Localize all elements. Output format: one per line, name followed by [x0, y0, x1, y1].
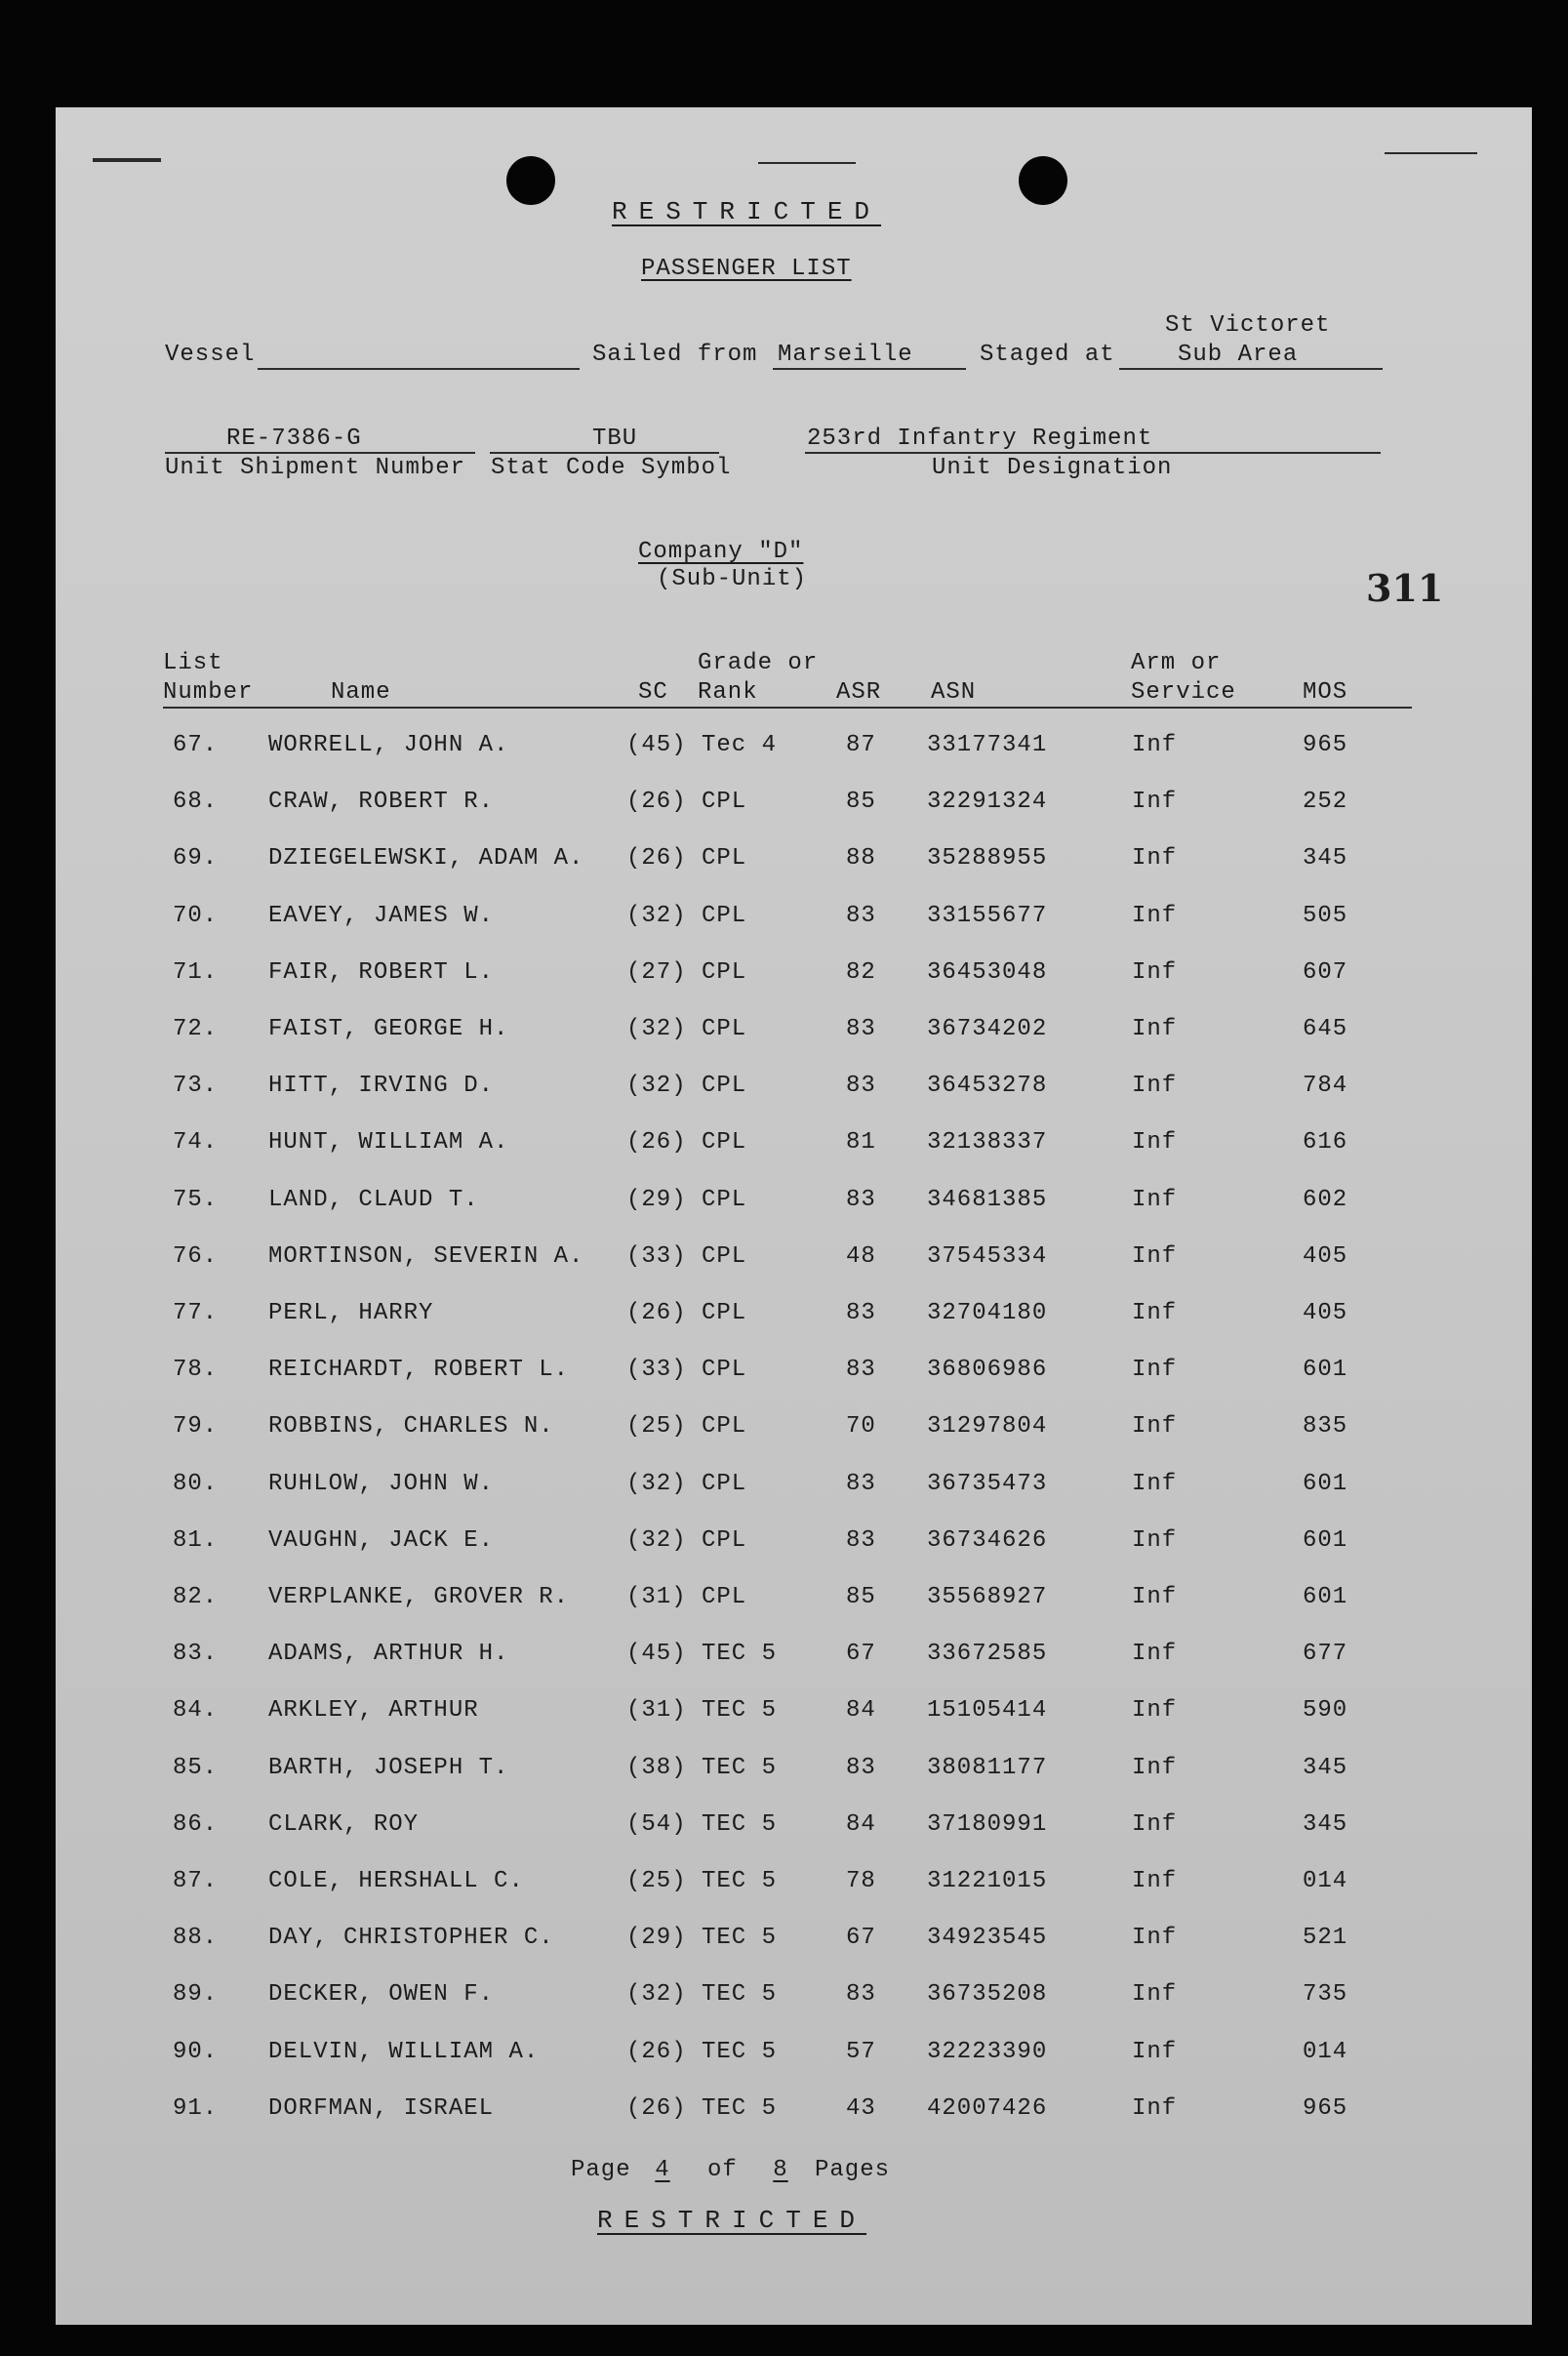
cell-mos: 607: [1303, 959, 1348, 986]
cell-num: 82.: [173, 1584, 219, 1610]
cell-sc: (26): [626, 845, 687, 872]
cell-name: EAVEY, JAMES W.: [268, 903, 495, 929]
punch-hole: [1019, 156, 1067, 205]
cell-sc: (38): [626, 1755, 687, 1781]
cell-name: REICHARDT, ROBERT L.: [268, 1357, 570, 1383]
cell-asn: 31221015: [927, 1868, 1048, 1894]
sailed-from-value: Marseille: [778, 342, 913, 368]
cell-arm: Inf: [1132, 1527, 1178, 1554]
cell-asr: 85: [846, 1584, 876, 1610]
cell-name: ROBBINS, CHARLES N.: [268, 1413, 554, 1440]
table-row: [56, 1868, 1532, 1907]
cell-asn: 42007426: [927, 2095, 1048, 2122]
cell-num: 88.: [173, 1925, 219, 1951]
cell-num: 71.: [173, 959, 219, 986]
table-row: [56, 2095, 1532, 2134]
cell-arm: Inf: [1132, 845, 1178, 872]
cell-arm: Inf: [1132, 1925, 1178, 1951]
cell-grade: CPL: [702, 1413, 747, 1440]
table-row: [56, 1527, 1532, 1566]
cell-name: VAUGHN, JACK E.: [268, 1527, 495, 1554]
cell-mos: 677: [1303, 1641, 1348, 1667]
footer-page-number: 4: [655, 2157, 670, 2183]
cell-asn: 34923545: [927, 1925, 1048, 1951]
cell-mos: 014: [1303, 2039, 1348, 2065]
cell-sc: (33): [626, 1357, 687, 1383]
col-asr: ASR: [836, 679, 882, 706]
cell-mos: 601: [1303, 1357, 1348, 1383]
footer-of-label: of: [707, 2157, 738, 2183]
cell-grade: CPL: [702, 1243, 747, 1270]
cell-grade: TEC 5: [702, 1981, 778, 2008]
col-arm-2: Service: [1131, 679, 1236, 706]
table-row: [56, 959, 1532, 998]
cell-num: 85.: [173, 1755, 219, 1781]
cell-name: HUNT, WILLIAM A.: [268, 1129, 509, 1156]
unit-shipment-number-label: Unit Shipment Number: [165, 455, 466, 481]
cell-arm: Inf: [1132, 1016, 1178, 1042]
cell-grade: TEC 5: [702, 2039, 778, 2065]
cell-sc: (26): [626, 2039, 687, 2065]
cell-mos: 405: [1303, 1300, 1348, 1326]
cell-sc: (32): [626, 1016, 687, 1042]
cell-asr: 83: [846, 1073, 876, 1099]
cell-arm: Inf: [1132, 2039, 1178, 2065]
cell-mos: 014: [1303, 1868, 1348, 1894]
cell-name: DELVIN, WILLIAM A.: [268, 2039, 540, 2065]
sub-unit: Company "D": [638, 539, 804, 565]
cell-asr: 83: [846, 1016, 876, 1042]
cell-asr: 57: [846, 2039, 876, 2065]
cell-arm: Inf: [1132, 1129, 1178, 1156]
cell-asr: 88: [846, 845, 876, 872]
cell-asr: 84: [846, 1697, 876, 1724]
cell-mos: 405: [1303, 1243, 1348, 1270]
cell-num: 75.: [173, 1187, 219, 1213]
footer-page-total: 8: [773, 2157, 788, 2183]
cell-mos: 345: [1303, 845, 1348, 872]
cell-asr: 67: [846, 1925, 876, 1951]
col-grade-1: Grade or: [698, 650, 819, 676]
cell-asn: 35288955: [927, 845, 1048, 872]
cell-mos: 252: [1303, 789, 1348, 815]
cell-name: CLARK, ROY: [268, 1811, 420, 1838]
table-row: [56, 1697, 1532, 1736]
table-row: [56, 1811, 1532, 1850]
table-row: [56, 903, 1532, 942]
cell-mos: 601: [1303, 1471, 1348, 1497]
cell-grade: CPL: [702, 845, 747, 872]
table-row: [56, 1016, 1532, 1055]
cell-num: 79.: [173, 1413, 219, 1440]
cell-grade: TEC 5: [702, 1868, 778, 1894]
col-sc: SC: [638, 679, 668, 706]
cell-mos: 965: [1303, 2095, 1348, 2122]
cell-name: FAIST, GEORGE H.: [268, 1016, 509, 1042]
cell-mos: 616: [1303, 1129, 1348, 1156]
table-row: [56, 1925, 1532, 1964]
cell-num: 74.: [173, 1129, 219, 1156]
table-row: [56, 1413, 1532, 1452]
cell-num: 69.: [173, 845, 219, 872]
cell-num: 84.: [173, 1697, 219, 1724]
cell-mos: 735: [1303, 1981, 1348, 2008]
table-row: [56, 732, 1532, 771]
cell-asr: 43: [846, 2095, 876, 2122]
cell-asr: 81: [846, 1129, 876, 1156]
cell-asn: 38081177: [927, 1755, 1048, 1781]
cell-name: PERL, HARRY: [268, 1300, 434, 1326]
cell-num: 87.: [173, 1868, 219, 1894]
cell-grade: TEC 5: [702, 1755, 778, 1781]
cell-sc: (29): [626, 1187, 687, 1213]
cell-sc: (26): [626, 1129, 687, 1156]
cell-name: DAY, CHRISTOPHER C.: [268, 1925, 554, 1951]
vessel-label: Vessel: [165, 342, 256, 368]
cell-grade: CPL: [702, 1129, 747, 1156]
cell-arm: Inf: [1132, 1187, 1178, 1213]
cell-sc: (31): [626, 1584, 687, 1610]
table-row: [56, 1300, 1532, 1339]
cell-arm: Inf: [1132, 1868, 1178, 1894]
staged-at-value-line1: St Victoret: [1165, 312, 1331, 339]
cell-grade: CPL: [702, 1527, 747, 1554]
cell-asr: 83: [846, 1471, 876, 1497]
vessel-field-line: [258, 368, 580, 370]
col-name: Name: [331, 679, 391, 706]
table-row: [56, 789, 1532, 828]
cell-arm: Inf: [1132, 1357, 1178, 1383]
cell-num: 72.: [173, 1016, 219, 1042]
stat-code-symbol-label: Stat Code Symbol: [491, 455, 732, 481]
col-asn: ASN: [931, 679, 977, 706]
cell-arm: Inf: [1132, 1584, 1178, 1610]
cell-asr: 67: [846, 1641, 876, 1667]
table-row: [56, 2039, 1532, 2078]
cell-sc: (32): [626, 1471, 687, 1497]
cell-asr: 83: [846, 1981, 876, 2008]
cell-asr: 87: [846, 732, 876, 758]
cell-asr: 85: [846, 789, 876, 815]
cell-mos: 602: [1303, 1187, 1348, 1213]
cell-name: CRAW, ROBERT R.: [268, 789, 495, 815]
cell-asn: 36734626: [927, 1527, 1048, 1554]
cell-sc: (26): [626, 1300, 687, 1326]
cell-num: 81.: [173, 1527, 219, 1554]
cell-sc: (45): [626, 1641, 687, 1667]
cell-name: DZIEGELEWSKI, ADAM A.: [268, 845, 584, 872]
col-grade-2: Rank: [698, 679, 758, 706]
table-row: [56, 1755, 1532, 1794]
cell-asr: 83: [846, 903, 876, 929]
cell-num: 68.: [173, 789, 219, 815]
cell-arm: Inf: [1132, 1073, 1178, 1099]
col-arm-1: Arm or: [1131, 650, 1222, 676]
cell-grade: Tec 4: [702, 732, 778, 758]
cell-sc: (27): [626, 959, 687, 986]
cell-sc: (31): [626, 1697, 687, 1724]
cell-name: ADAMS, ARTHUR H.: [268, 1641, 509, 1667]
cell-arm: Inf: [1132, 1697, 1178, 1724]
cell-asr: 83: [846, 1187, 876, 1213]
cell-name: HITT, IRVING D.: [268, 1073, 495, 1099]
cell-grade: CPL: [702, 903, 747, 929]
document-page: [56, 107, 1532, 2325]
staged-at-value-line2: Sub Area: [1178, 342, 1299, 368]
cell-asr: 83: [846, 1527, 876, 1554]
cell-asr: 83: [846, 1755, 876, 1781]
cell-sc: (29): [626, 1925, 687, 1951]
table-row: [56, 845, 1532, 884]
table-row: [56, 1357, 1532, 1396]
cell-name: ARKLEY, ARTHUR: [268, 1697, 479, 1724]
cell-num: 91.: [173, 2095, 219, 2122]
cell-sc: (26): [626, 2095, 687, 2122]
cell-arm: Inf: [1132, 1300, 1178, 1326]
cell-num: 86.: [173, 1811, 219, 1838]
cell-grade: TEC 5: [702, 1925, 778, 1951]
stat-code-symbol: TBU: [592, 426, 638, 452]
cell-num: 80.: [173, 1471, 219, 1497]
cell-arm: Inf: [1132, 2095, 1178, 2122]
cell-sc: (26): [626, 789, 687, 815]
cell-asn: 33177341: [927, 732, 1048, 758]
cell-mos: 784: [1303, 1073, 1348, 1099]
unit-shipment-number: RE-7386-G: [226, 426, 362, 452]
cell-asn: 15105414: [927, 1697, 1048, 1724]
classification-bottom: RESTRICTED: [597, 2206, 867, 2235]
cell-grade: CPL: [702, 1357, 747, 1383]
table-row: [56, 1471, 1532, 1510]
cell-name: DORFMAN, ISRAEL: [268, 2095, 495, 2122]
cell-asn: 36453278: [927, 1073, 1048, 1099]
cell-arm: Inf: [1132, 1243, 1178, 1270]
table-row: [56, 1129, 1532, 1168]
cell-arm: Inf: [1132, 789, 1178, 815]
cell-arm: Inf: [1132, 732, 1178, 758]
cell-asn: 37545334: [927, 1243, 1048, 1270]
cell-asn: 33672585: [927, 1641, 1048, 1667]
cell-sc: (32): [626, 903, 687, 929]
cell-sc: (32): [626, 1073, 687, 1099]
cell-grade: CPL: [702, 1300, 747, 1326]
cell-asr: 82: [846, 959, 876, 986]
ink-mark: [1385, 152, 1477, 154]
cell-asn: 36735208: [927, 1981, 1048, 2008]
cell-mos: 521: [1303, 1925, 1348, 1951]
cell-mos: 505: [1303, 903, 1348, 929]
unit-designation-line: [805, 452, 1381, 454]
cell-mos: 601: [1303, 1527, 1348, 1554]
cell-num: 78.: [173, 1357, 219, 1383]
sub-unit-label: (Sub-Unit): [657, 566, 808, 592]
cell-name: VERPLANKE, GROVER R.: [268, 1584, 570, 1610]
cell-num: 70.: [173, 903, 219, 929]
col-mos: MOS: [1303, 679, 1348, 706]
cell-asn: 35568927: [927, 1584, 1048, 1610]
cell-asr: 84: [846, 1811, 876, 1838]
cell-grade: TEC 5: [702, 1641, 778, 1667]
cell-num: 67.: [173, 732, 219, 758]
cell-asn: 36734202: [927, 1016, 1048, 1042]
stamp-number: 311: [1366, 566, 1444, 610]
ink-mark: [758, 162, 856, 164]
cell-mos: 835: [1303, 1413, 1348, 1440]
cell-name: COLE, HERSHALL C.: [268, 1868, 524, 1894]
cell-asr: 83: [846, 1300, 876, 1326]
cell-name: RUHLOW, JOHN W.: [268, 1471, 495, 1497]
cell-name: MORTINSON, SEVERIN A.: [268, 1243, 584, 1270]
cell-name: LAND, CLAUD T.: [268, 1187, 479, 1213]
cell-grade: CPL: [702, 1016, 747, 1042]
cell-asn: 34681385: [927, 1187, 1048, 1213]
cell-num: 77.: [173, 1300, 219, 1326]
cell-asn: 32223390: [927, 2039, 1048, 2065]
cell-asn: 32704180: [927, 1300, 1048, 1326]
cell-num: 83.: [173, 1641, 219, 1667]
table-row: [56, 1981, 1532, 2020]
cell-sc: (32): [626, 1981, 687, 2008]
table-row: [56, 1584, 1532, 1623]
cell-num: 90.: [173, 2039, 219, 2065]
cell-arm: Inf: [1132, 1471, 1178, 1497]
table-row: [56, 1641, 1532, 1680]
table-row: [56, 1243, 1532, 1282]
punch-hole: [506, 156, 555, 205]
cell-mos: 965: [1303, 732, 1348, 758]
list-title: PASSENGER LIST: [641, 256, 852, 282]
cell-mos: 601: [1303, 1584, 1348, 1610]
cell-grade: TEC 5: [702, 1697, 778, 1724]
cell-mos: 345: [1303, 1811, 1348, 1838]
cell-grade: CPL: [702, 789, 747, 815]
header-underline: [163, 707, 1412, 709]
cell-num: 73.: [173, 1073, 219, 1099]
cell-mos: 345: [1303, 1755, 1348, 1781]
cell-asr: 48: [846, 1243, 876, 1270]
cell-asn: 32291324: [927, 789, 1048, 815]
cell-arm: Inf: [1132, 1641, 1178, 1667]
cell-mos: 645: [1303, 1016, 1348, 1042]
sailed-from-line: [773, 368, 966, 370]
cell-name: WORRELL, JOHN A.: [268, 732, 509, 758]
cell-sc: (54): [626, 1811, 687, 1838]
cell-asn: 32138337: [927, 1129, 1048, 1156]
staged-at-label: Staged at: [980, 342, 1115, 368]
unit-designation-label: Unit Designation: [932, 455, 1173, 481]
cell-grade: CPL: [702, 959, 747, 986]
cell-arm: Inf: [1132, 1811, 1178, 1838]
stat-code-line: [490, 452, 719, 454]
table-row: [56, 1073, 1532, 1112]
col-list-number-1: List: [163, 650, 223, 676]
cell-asr: 78: [846, 1868, 876, 1894]
cell-asn: 36735473: [927, 1471, 1048, 1497]
cell-grade: TEC 5: [702, 1811, 778, 1838]
cell-name: DECKER, OWEN F.: [268, 1981, 495, 2008]
classification-top: RESTRICTED: [612, 197, 882, 226]
cell-sc: (33): [626, 1243, 687, 1270]
cell-sc: (32): [626, 1527, 687, 1554]
cell-num: 89.: [173, 1981, 219, 2008]
footer-page-label: Page: [571, 2157, 631, 2183]
cell-asr: 70: [846, 1413, 876, 1440]
cell-asn: 33155677: [927, 903, 1048, 929]
cell-grade: TEC 5: [702, 2095, 778, 2122]
cell-arm: Inf: [1132, 1755, 1178, 1781]
cell-num: 76.: [173, 1243, 219, 1270]
ink-mark: [93, 158, 161, 162]
col-list-number-2: Number: [163, 679, 254, 706]
cell-grade: CPL: [702, 1471, 747, 1497]
footer-pages-label: Pages: [815, 2157, 891, 2183]
cell-arm: Inf: [1132, 959, 1178, 986]
cell-sc: (25): [626, 1868, 687, 1894]
cell-mos: 590: [1303, 1697, 1348, 1724]
cell-name: BARTH, JOSEPH T.: [268, 1755, 509, 1781]
cell-asn: 36806986: [927, 1357, 1048, 1383]
cell-grade: CPL: [702, 1187, 747, 1213]
sailed-from-label: Sailed from: [592, 342, 758, 368]
unit-shipment-line: [165, 452, 475, 454]
cell-asr: 83: [846, 1357, 876, 1383]
staged-at-line: [1119, 368, 1383, 370]
cell-asn: 36453048: [927, 959, 1048, 986]
unit-designation: 253rd Infantry Regiment: [807, 426, 1153, 452]
cell-asn: 37180991: [927, 1811, 1048, 1838]
table-row: [56, 1187, 1532, 1226]
cell-sc: (45): [626, 732, 687, 758]
cell-arm: Inf: [1132, 903, 1178, 929]
cell-grade: CPL: [702, 1073, 747, 1099]
cell-arm: Inf: [1132, 1413, 1178, 1440]
cell-sc: (25): [626, 1413, 687, 1440]
cell-arm: Inf: [1132, 1981, 1178, 2008]
cell-name: FAIR, ROBERT L.: [268, 959, 495, 986]
cell-grade: CPL: [702, 1584, 747, 1610]
cell-asn: 31297804: [927, 1413, 1048, 1440]
